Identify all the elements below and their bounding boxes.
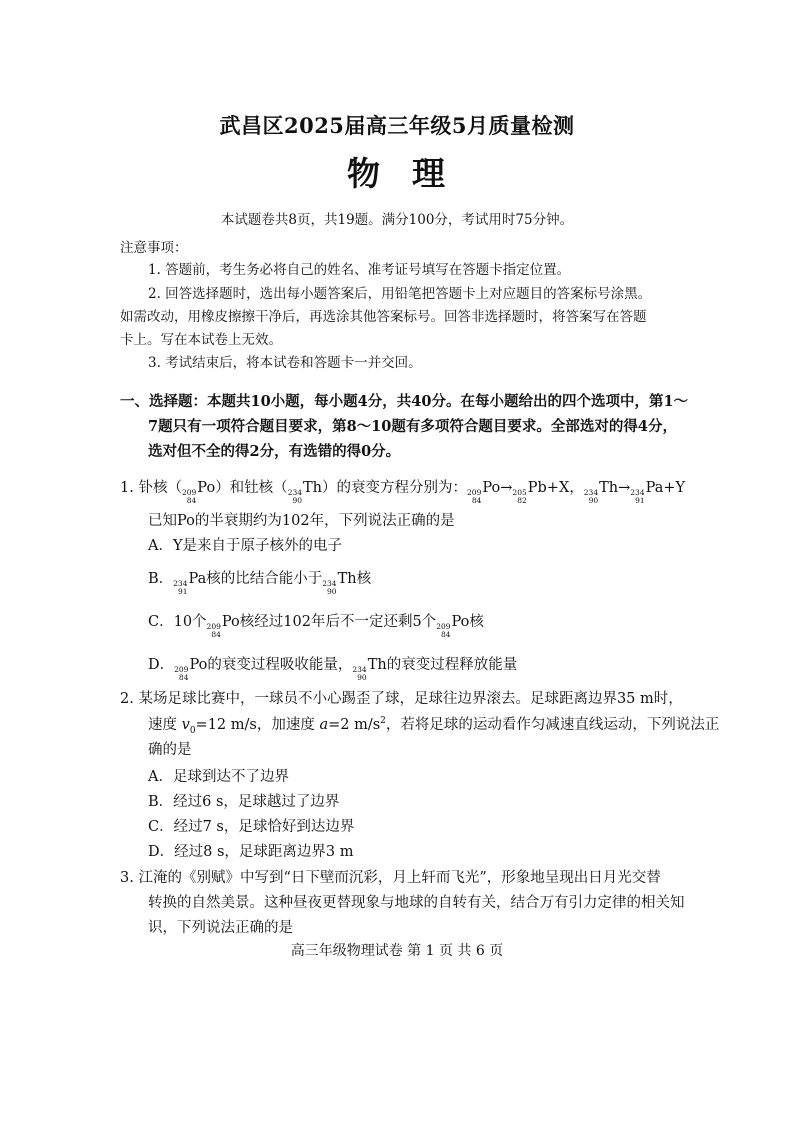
- section-1-line-2: 7题只有一项符合题目要求，第8～10题有多项符合题目要求。全部选对的得4分，: [148, 418, 677, 435]
- nuclide-po-209: 209 84 Po: [436, 614, 470, 639]
- question-2-option-d[interactable]: D．经过8 s，足球距离边界3 m: [148, 844, 354, 860]
- note-3: 3. 考试结束后，将本试卷和答题卡一并交回。: [148, 355, 422, 371]
- subject-title: 物 理: [347, 154, 447, 193]
- note-1: 1. 答题前，考生务必将自己的姓名、准考证号填写在答题卡指定位置。: [148, 262, 571, 278]
- nuclide-po-209: 209 84 Po: [206, 614, 240, 639]
- note-2-line-1: 2. 回答选择题时，选出每小题答案后，用铅笔把答题卡上对应题目的答案标号涂黑。: [148, 286, 652, 302]
- nuclide-th-234: 234 90 Th: [287, 480, 323, 505]
- equation-th-decay: 234 90 Th→ 234 91 Pa+Y: [583, 480, 686, 505]
- equation-po-decay: 209 84 Po→ 205 82 Pb+X: [467, 480, 570, 505]
- question-2-line-2: 速度 $v_0=12$ m/s，加速度 a=2 $m/s^2$，若将足球的运动看作匀减速直线运动，下列说法正: [148, 716, 720, 736]
- question-3-line-1: 3. 江淹的《别赋》中写到“日下壁而沉彩，月上轩而飞光”，形象地呈现出日月光交替: [120, 870, 661, 886]
- section-1-line-1: 一、选择题：本题共10小题，每小题4分，共40分。在每小题给出的四个选项中，第1～: [120, 393, 689, 410]
- question-2-line-1: 2. 某场足球比赛中，一球员不小心踢歪了球，足球往边界滚去。足球距离边界35 m时，: [120, 691, 683, 707]
- question-2-option-c[interactable]: C．经过7 s，足球恰好到达边界: [148, 819, 355, 835]
- question-3-line-3: 识，下列说法正确的是: [148, 920, 293, 936]
- question-1-option-d[interactable]: D． 209 84 Po的衰变过程吸收能量， 234 90 Th的衰变过程释放能量: [148, 657, 518, 682]
- question-1-stem: 1. 钋核（ 209 84 Po）和钍核（ 234 90 Th）的衰变方程分别为： 209 84 Po→ 205 82 Pb+X， 234 90 Th→ 234 91 Pa+Y: [120, 480, 686, 505]
- question-1-option-b[interactable]: B． 234 91 Pa核的比结合能小于 234 90 Th核: [148, 571, 372, 596]
- section-1-line-3: 选对但不全的得2分，有选错的得0分。: [148, 443, 401, 460]
- nuclide-th-234: 234 90 Th: [322, 571, 357, 596]
- question-1-option-c[interactable]: C．10个 209 84 Po核经过102年后不一定还剩5个 209 84 Po核: [148, 614, 484, 639]
- question-2-option-a[interactable]: A．足球到达不了边界: [148, 769, 289, 785]
- question-2-option-b[interactable]: B．经过6 s，足球越过了边界: [148, 794, 340, 810]
- notes-heading: 注意事项：: [120, 240, 188, 256]
- question-1-option-a[interactable]: A．Y是来自于原子核外的电子: [148, 538, 343, 554]
- question-2-line-3: 确的是: [148, 742, 192, 758]
- nuclide-po-209: 209 84 Po: [174, 657, 208, 682]
- question-1-line-2: 已知Po的半衰期约为102年，下列说法正确的是: [148, 513, 455, 529]
- page-footer: 高三年级物理试卷 第 1 页 共 6 页: [290, 943, 504, 959]
- nuclide-th-234: 234 90 Th: [352, 657, 387, 682]
- note-2-line-2: 如需改动，用橡皮擦擦干净后，再选涂其他答案标号。回答非选择题时，将答案写在答题: [120, 309, 647, 325]
- exam-info: 本试题卷共8页，共19题。满分100分，考试用时75分钟。: [220, 212, 574, 228]
- nuclide-po-209: 209 84 Po: [181, 480, 216, 505]
- question-3-line-2: 转换的自然美景。这种昼夜更替现象与地球的自转有关，结合万有引力定律的相关知: [148, 895, 685, 911]
- nuclide-pa-234: 234 91 Pa: [173, 571, 207, 596]
- exam-title: 武昌区2025届高三年级5月质量检测: [219, 113, 575, 138]
- note-2-line-3: 卡上。写在本试卷上无效。: [120, 332, 282, 348]
